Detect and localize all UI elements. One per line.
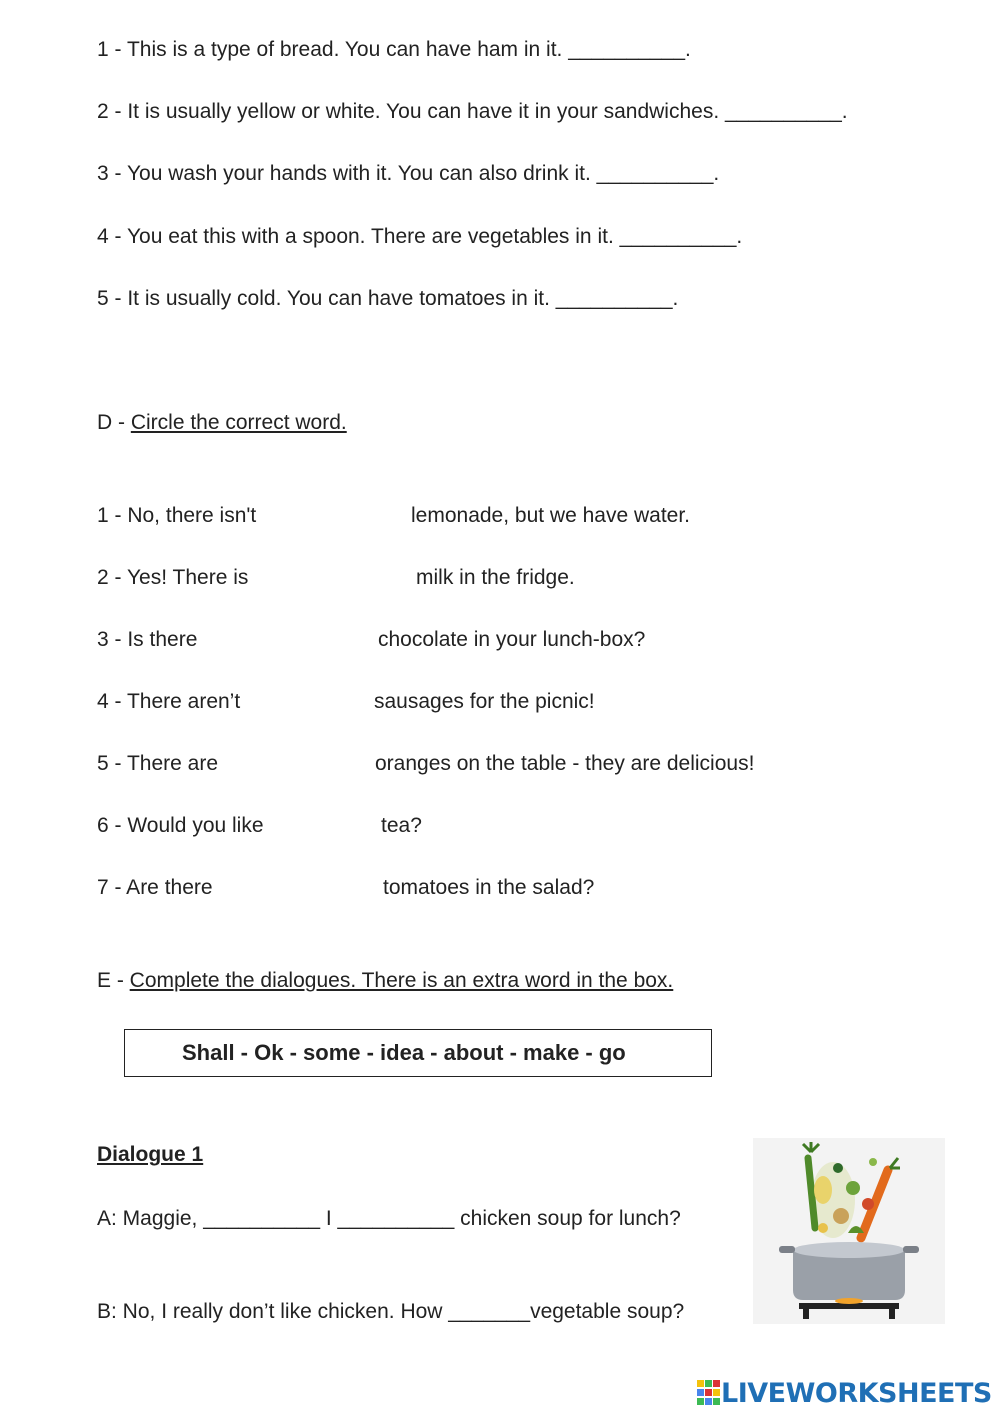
question-d1-start: 1 - No, there isn't xyxy=(97,504,257,527)
section-e-instruction: Complete the dialogues. There is an extra word in the box. xyxy=(129,969,674,992)
word-box: Shall - Ok - some - idea - about - make - go xyxy=(124,1029,712,1077)
question-d2-end: milk in the fridge. xyxy=(416,566,575,589)
question-d2-start: 2 - Yes! There is xyxy=(97,566,249,589)
question-c4: 4 - You eat this with a spoon. There are vegetables in it. __________. xyxy=(97,225,743,248)
question-d3-end: chocolate in your lunch-box? xyxy=(378,628,646,651)
dialogue-1-title: Dialogue 1 xyxy=(97,1143,204,1166)
question-d7-end: tomatoes in the salad? xyxy=(383,876,595,899)
question-d3-start: 3 - Is there xyxy=(97,628,198,651)
question-d6-start: 6 - Would you like xyxy=(97,814,264,837)
question-d5-end: oranges on the table - they are delicious! xyxy=(375,752,755,775)
question-d6-end: tea? xyxy=(381,814,422,837)
cooking-pot-image xyxy=(753,1138,945,1324)
question-c5: 5 - It is usually cold. You can have tomatoes in it. __________. xyxy=(97,287,679,310)
liveworksheets-logo-icon xyxy=(697,1380,721,1406)
liveworksheets-logo xyxy=(697,1376,992,1410)
section-e-heading xyxy=(97,968,673,994)
section-d-prefix: D - xyxy=(97,411,131,434)
question-c3: 3 - You wash your hands with it. You can also drink it. __________. xyxy=(97,162,720,185)
question-d1-end: lemonade, but we have water. xyxy=(411,504,691,527)
question-d4-start: 4 - There aren’t xyxy=(97,690,241,713)
question-d4-end: sausages for the picnic! xyxy=(374,690,595,713)
liveworksheets-logo-text: LIVEWORKSHEETS xyxy=(721,1377,992,1409)
question-c2: 2 - It is usually yellow or white. You can have it in your sandwiches. __________. xyxy=(97,100,848,123)
dialogue-1-line-a: A: Maggie, __________ I __________ chicken soup for lunch? xyxy=(97,1207,681,1230)
section-d-instruction: Circle the correct word. xyxy=(130,411,347,434)
question-d7-start: 7 - Are there xyxy=(97,876,213,899)
question-d5-start: 5 - There are xyxy=(97,752,219,775)
dialogue-1-line-b: B: No, I really don’t like chicken. How _______vegetable soup? xyxy=(97,1300,685,1323)
question-c1: 1 - This is a type of bread. You can have ham in it. __________. xyxy=(97,38,691,61)
section-e-prefix: E - xyxy=(97,969,130,992)
section-d-heading xyxy=(97,410,347,436)
